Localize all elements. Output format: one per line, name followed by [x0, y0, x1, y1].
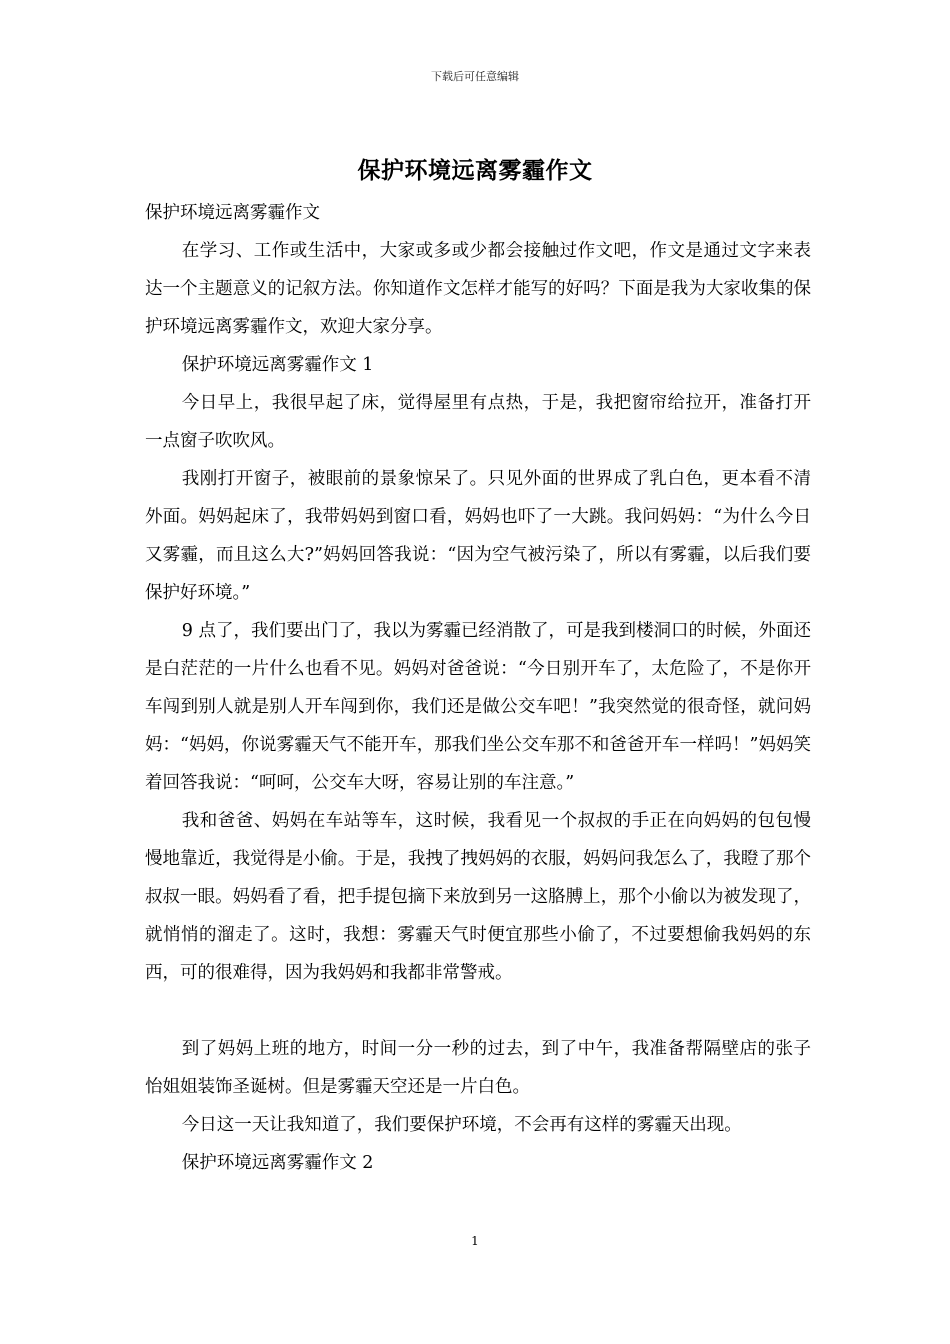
intro-paragraph: 在学习、工作或生活中，大家或多或少都会接触过作文吧，作文是通过文字来表达一个主题意义的记叙方法。你知道作文怎样才能写的好吗？下面是我为大家收集的保护环境远离雾霾作文，欢迎大家分享。: [145, 241, 811, 337]
document-body: [145, 194, 811, 1182]
document-title: 保护环境远离雾霾作文: [357, 157, 593, 184]
body-paragraph: 9 点了，我们要出门了，我以为雾霾已经消散了，可是我到楼洞口的时候，外面还是白茫茫的一片什么也看不见。妈妈对爸爸说：“今日别开车了，太危险了，不是你开车闯到别人就是别人开车闯到你，我们还是做公交车吧！”我突然觉的很奇怪，就问妈妈：“妈妈，你说雾霾天气不能开车，那我们坐公交车那不和爸爸开车一样吗！”妈妈笑着回答我说：“呵呵，公交车大呀，容易让别的车注意。”: [145, 621, 811, 793]
header-note: 下载后可任意编辑: [431, 70, 519, 83]
body-paragraph: 我刚打开窗子，被眼前的景象惊呆了。只见外面的世界成了乳白色，更本看不清外面。妈妈起床了，我带妈妈到窗口看，妈妈也吓了一大跳。我问妈妈：“为什么今日又雾霾，而且这么大?”妈妈回答我说：“因为空气被污染了，所以有雾霾，以后我们要保护好环境。”: [145, 469, 811, 603]
section-heading-1: 保护环境远离雾霾作文 1: [181, 355, 374, 375]
body-paragraph: 我和爸爸、妈妈在车站等车，这时候，我看见一个叔叔的手正在向妈妈的包包慢慢地靠近，我觉得是小偷。于是，我拽了拽妈妈的衣服，妈妈问我怎么了，我瞪了那个叔叔一眼。妈妈看了看，把手提包摘下来放到另一这胳膊上，那个小偷以为被发现了，就悄悄的溜走了。这时，我想：雾霾天气时便宜那些小偷了，不过要想偷我妈妈的东西，可的很难得，因为我妈妈和我都非常警戒。: [145, 811, 811, 983]
page-number: 1: [471, 1234, 479, 1248]
body-paragraph: 今日这一天让我知道了，我们要保护环境，不会再有这样的雾霾天出现。: [181, 1115, 742, 1135]
body-paragraph: 今日早上，我很早起了床，觉得屋里有点热，于是，我把窗帘给拉开，准备打开一点窗子吹吹风。: [145, 393, 811, 451]
subtitle-paragraph: 保护环境远离雾霾作文: [145, 203, 320, 223]
section-heading-2: 保护环境远离雾霾作文 2: [181, 1153, 374, 1173]
body-paragraph: 到了妈妈上班的地方，时间一分一秒的过去，到了中午，我准备帮隔壁店的张子怡姐姐装饰圣诞树。但是雾霾天空还是一片白色。: [145, 1039, 811, 1097]
